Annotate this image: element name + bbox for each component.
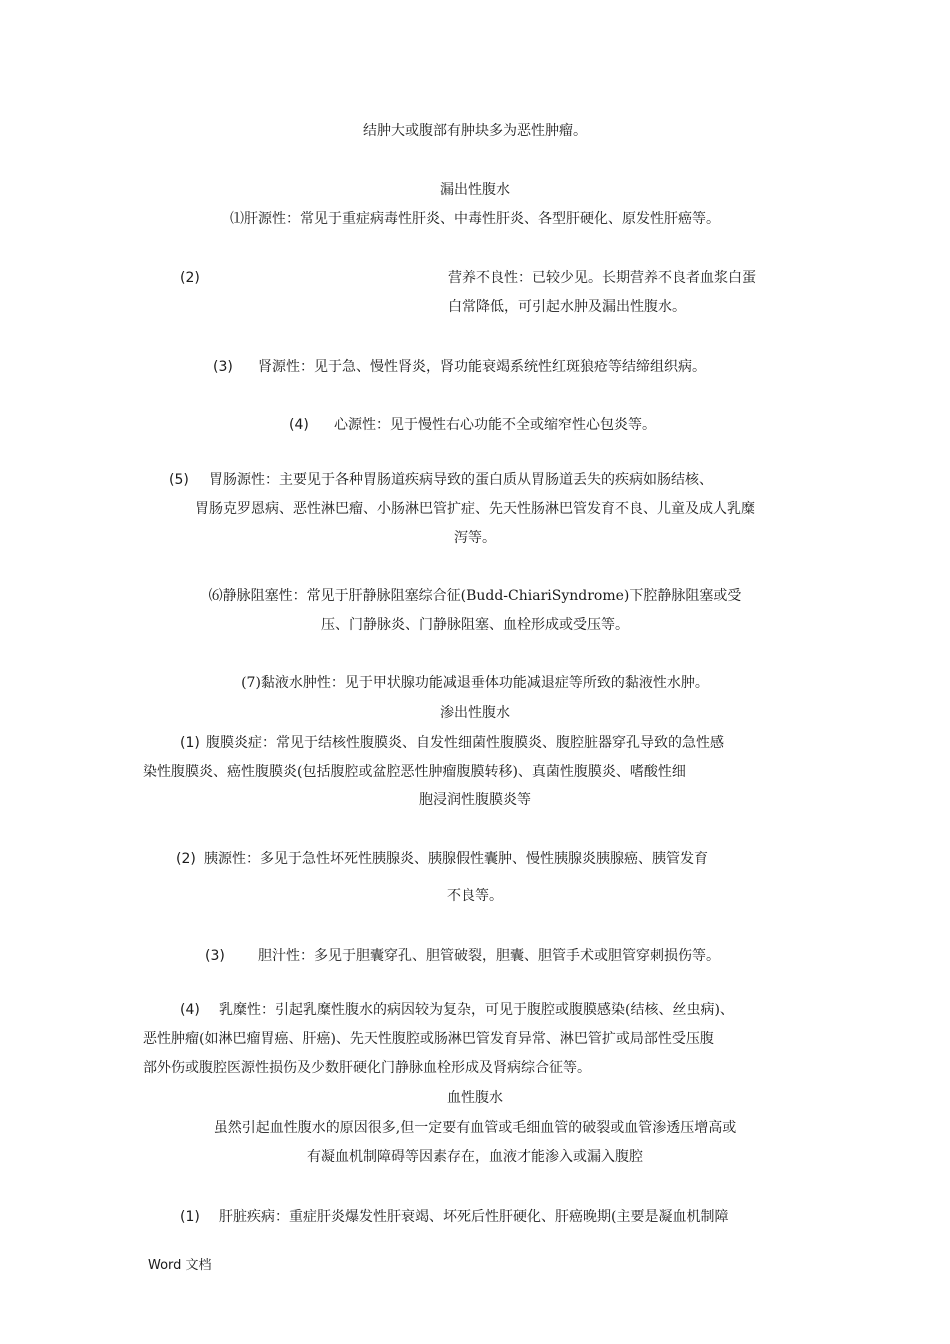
item-number: (3) — [213, 359, 233, 375]
item-number: (1) — [180, 1209, 200, 1225]
paragraph-line: 腹膜炎症：常见于结核性腹膜炎、自发性细菌性腹膜炎、腹腔脏器穿孔导致的急性感 — [206, 735, 724, 751]
paragraph-line: 有凝血机制障碍等因素存在，血液才能渗入或漏入腹腔 — [307, 1149, 643, 1165]
paragraph-line: 乳糜性：引起乳糜性腹水的病因较为复杂，可见于腹腔或腹膜感染(结核、丝虫病)、 — [219, 1002, 734, 1018]
paragraph-line: 肾源性：见于急、慢性肾炎，肾功能衰竭系统性红斑狼疮等结缔组织病。 — [258, 359, 706, 375]
paragraph-line: 胰源性：多见于急性坏死性胰腺炎、胰腺假性囊肿、慢性胰腺炎胰腺癌、胰管发育 — [204, 851, 708, 867]
paragraph-line: 泻等。 — [454, 530, 496, 546]
paragraph-line: 虽然引起血性腹水的原因很多,但一定要有血管或毛细血管的破裂或血管渗透压增高或 — [213, 1120, 737, 1136]
paragraph-line: 染性腹膜炎、癌性腹膜炎(包括腹腔或盆腔恶性肿瘤腹膜转移)、真菌性腹膜炎、嗜酸性细 — [143, 764, 686, 780]
paragraph-line: 结肿大或腹部有肿块多为恶性肿瘤。 — [363, 123, 587, 139]
paragraph-line: 心源性：见于慢性右心功能不全或缩窄性心包炎等。 — [334, 417, 656, 433]
paragraph-line: 白常降低，可引起水肿及漏出性腹水。 — [448, 299, 686, 315]
item-number: (3) — [205, 948, 225, 964]
paragraph-line: 胃肠克罗恩病、恶性淋巴瘤、小肠淋巴管扩症、先天性肠淋巴管发育不良、儿童及成人乳糜 — [195, 501, 755, 517]
section-heading-blood: 血性腹水 — [447, 1090, 503, 1106]
section-heading-exudate: 渗出性腹水 — [440, 705, 510, 721]
paragraph-line: 胞浸润性腹膜炎等 — [419, 792, 531, 808]
paragraph-line: 部外伤或腹腔医源性损伤及少数肝硬化门静脉血栓形成及肾病综合征等。 — [143, 1060, 591, 1076]
item-number: (5) — [169, 472, 189, 488]
paragraph-line: ⑴肝源性：常见于重症病毒性肝炎、中毒性肝炎、各型肝硬化、原发性肝癌等。 — [230, 211, 720, 227]
paragraph-line: ⑹静脉阻塞性：常见于肝静脉阻塞综合征(Budd-ChiariSyndrome)下腔静脉阻塞或受 — [208, 588, 742, 604]
paragraph-line: 压、门静脉炎、门静脉阻塞、血栓形成或受压等。 — [321, 617, 629, 633]
page-footer: Word 文档 — [148, 1258, 212, 1273]
paragraph-line: (7)黏液水肿性：见于甲状腺功能减退垂体功能减退症等所致的黏液性水肿。 — [241, 675, 709, 691]
item-number: (4) — [180, 1002, 200, 1018]
paragraph-line: 肝脏疾病：重症肝炎爆发性肝衰竭、坏死后性肝硬化、肝癌晚期(主要是凝血机制障 — [219, 1209, 729, 1225]
paragraph-line: 胃肠源性：主要见于各种胃肠道疾病导致的蛋白质从胃肠道丢失的疾病如肠结核、 — [209, 472, 713, 488]
paragraph-line: 恶性肿瘤(如淋巴瘤胃癌、肝癌)、先天性腹腔或肠淋巴管发育异常、淋巴管扩或局部性受压腹 — [143, 1031, 714, 1047]
section-heading-transudate: 漏出性腹水 — [440, 182, 510, 198]
paragraph-line: 不良等。 — [447, 888, 503, 904]
item-number: (2) — [180, 270, 200, 286]
item-number: (4) — [289, 417, 309, 433]
paragraph-line: 胆汁性：多见于胆囊穿孔、胆管破裂，胆囊、胆管手术或胆管穿刺损伤等。 — [258, 948, 720, 964]
paragraph-line: 营养不良性：已较少见。长期营养不良者血浆白蛋 — [448, 270, 756, 286]
item-number: (1) — [180, 735, 200, 751]
item-number: (2) — [176, 851, 196, 867]
